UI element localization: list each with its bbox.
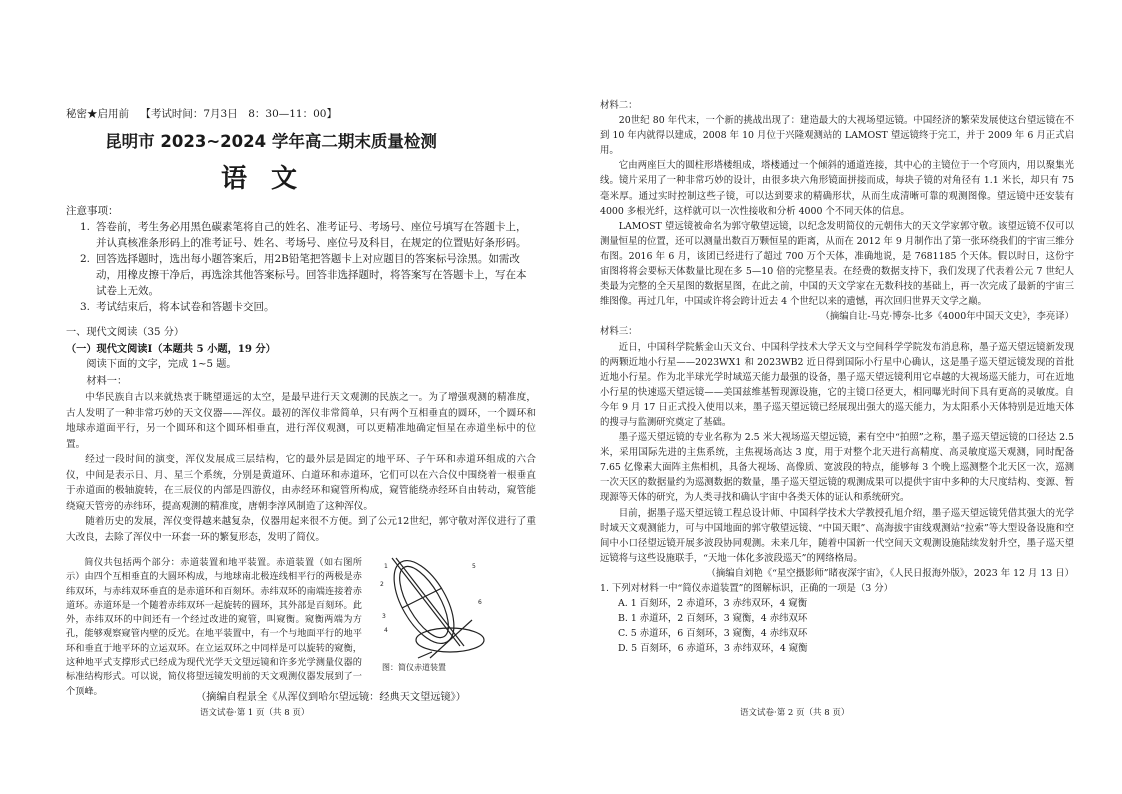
subject-title: 语文 [220, 164, 321, 194]
material1-paragraph: 中华民族自古以来就热衷于眺望遥远的太空，是最早进行天文观测的民族之一。为了增强观测的精准度，古人发明了一种非常巧妙的天文仪器——浑仪。最初的浑仪非常简单，只有两个互相垂直的圆环，一个圆环和地球赤道面平行，另一个圆环和这个圆环相垂直，进行浑仪观测，可以更精准地确定恒星在赤道坐标中的位置。 [66, 392, 536, 450]
svg-text:2: 2 [380, 581, 384, 588]
notice-block [66, 203, 536, 315]
subpart-heading: （一）现代文阅读Ⅰ（本题共 5 小题，19 分） [66, 343, 276, 356]
material1-figure-paragraph [66, 556, 362, 699]
material1-paragraph: 简仪共包括两个部分：赤道装置和地平装置。赤道装置（如右图所示）由四个互相垂直的大圆环构成，与地球南北极连线相平行的两极是赤纬双环，与赤纬双环垂直的是赤道环和百刻环。赤纬双环的南端连接着赤道环。赤道环是一个随着赤纬双环一起旋转的圆环，其外部是百刻环。此外，赤纬双环的中间还有一个经过改进的窥管，叫窥衡。窥衡两端为方孔，能够观察窥管内壁的反光。在地平装置中，有一个与地面平行的地平环和垂直于地平环的立运双环。在立运双环之中同样是可以旋转的窥衡，这种地平式支撑形式已经成为现代光学天文望远镜和许多光学测量仪器的标准结构形式。可以说，简仪将望远镜发明前的天文观测仪器发展到了一个顶峰。 [66, 557, 362, 697]
right-page-content [600, 98, 1074, 656]
material2-label: 材料二： [600, 100, 638, 111]
material2-citation: （摘编自让-马克·博奈-比多《4000年中国天文史》，李亮译） [820, 311, 1074, 323]
svg-text:5: 5 [472, 563, 476, 570]
svg-text:6: 6 [478, 599, 482, 606]
material3-citation: （摘编自刘艳《“星空摄影师”睹夜深宇宙》，《人民日报海外版》，2023 年 12 月 13 日） [706, 567, 1074, 579]
notice-item-text: 考试结束后，将本试卷和答题卡交回。 [96, 301, 275, 313]
material2-paragraph: 它由两座巨大的圆柱形塔楼组成，塔楼通过一个倾斜的通道连接，其中心的主镜位于一个穹顶内，用以聚集光线。镜片采用了一种非常巧妙的设计，由很多块六角形镜面拼接而成，每块子镜的对角径有 1.1 米长，却只有 75 毫米厚。通过实时控制这些子镜，可以达到要求的精确形状，从而生成清晰可靠的观测图像。望远镜中还安装有 4000 多根光纤，这样就可以一次性接收和分析 4000 个不同天体的信息。 [600, 160, 1074, 217]
answer-option: D. 5 百刻环，6 赤道环，3 赤纬双环，4 窥衡 [618, 643, 808, 655]
figure-caption: 图：简仪赤道装置 [382, 663, 446, 672]
answer-option: B. 1 赤道环，2 百刻环，3 窥衡，4 赤纬双环 [618, 613, 808, 625]
material1-paragraph: 随着历史的发展，浑仪变得越来越复杂，仪器用起来很不方便。到了公元12世纪，郭守敬对浑仪进行了重大改良，去除了浑仪中一环套一环的繁复形态，发明了简仪。 [66, 516, 536, 543]
question1-stem: 1. 下列对材料一中“简仪赤道装置”的图解标识，正确的一项是（3 分） [600, 583, 893, 594]
notice-item [80, 251, 536, 299]
material1-citation: （摘编自程景全《从浑仪到哈尔望远镜：经典天文望远镜》） [196, 692, 466, 703]
page-footer-left: 语文试卷·第 1 页（共 8 页） [200, 708, 310, 718]
notice-item-text: 回答选择题时，选出每小题答案后，用2B铅笔把答题卡上对应题目的答案标号涂黑。如需改动，用橡皮擦干净后，再选涂其他答案标号。回答非选择题时，将答案写在答题卡上，写在本试卷上无效。 [96, 253, 527, 297]
material3-label: 材料三： [600, 326, 638, 338]
material3-paragraph: 目前，据墨子巡天望远镜工程总设计师、中国科学技术大学教授孔旭介绍，墨子巡天望远镜凭借其强大的光学时域天文观测能力，可与中国地面的郭守敬望远镜、“中国天眼”、高海拔宇宙线观测站“拉索”等大型设备设施和空间中小口径望远镜开展多波段协同观测。未来几年，随着中国新一代空间天文观测设施陆续发射升空，墨子巡天望远镜将与这些设施联手，“天地一体化多波段巡天”的网络格局。 [600, 507, 1074, 564]
svg-text:4: 4 [384, 627, 388, 634]
exam-title: 昆明市 2023~2024 学年高二期末质量检测 [105, 132, 437, 151]
notice-item-number: 3. [80, 301, 91, 313]
exam-header-line [66, 106, 337, 121]
material2-paragraph: 20世纪 80 年代末，一个新的挑战出现了：建造最大的大视场望远镜。中国经济的繁荣发展使这台望远镜在不到 10 年内就得以建成，2008 年 10 月位于兴隆观测站的 LAMOST 望远镜终于完工，并于 2009 年 6 月正式启用。 [600, 115, 1074, 157]
page-footer-right: 语文试卷·第 2 页（共 8 页） [740, 708, 850, 718]
material1-label: 材料一： [86, 375, 128, 387]
svg-text:3: 3 [382, 613, 386, 620]
notice-item [80, 299, 536, 315]
svg-text:1: 1 [384, 563, 388, 570]
armillary-figure [372, 548, 490, 668]
notice-item-number: 2. [80, 253, 91, 265]
instruction-text: 阅读下面的文字，完成 1~5 题。 [86, 359, 237, 371]
exam-time: 【考试时间：7月3日 8：30—11：00】 [140, 108, 337, 120]
material1-body [66, 390, 536, 545]
reading-section-header [66, 325, 536, 390]
answer-option: C. 5 赤道环，6 百刻环，3 窥衡，4 赤纬双环 [618, 628, 808, 640]
material3-paragraph: 墨子巡天望远镜的专业名称为 2.5 米大视场巡天望远镜，素有空中“拍照”之称，墨子巡天望远镜的口径达 2.5 米，采用国际先进的主焦系统，主焦视场高达 3 度，用于对整个北天进行高精度、高灵敏度巡天观测，同时配备 7.65 亿像素大面阵主焦相机，具备大视场、高像质、宽波段的特点，能够每 3 个晚上巡测整个北天区一次，巡测一次天区的数据量约为巡测数据的数量，墨子巡天望远镜的观测成果可以提供宇宙中多种的大尺度结构、变源、暂现源等天体的研究，为人类寻找和确认宇宙中各类天体的证认和系统研究。 [600, 432, 1074, 504]
notice-item-text: 答卷前，考生务必用黑色碳素笔将自己的姓名、准考证号、考场号、座位号填写在答题卡上，并认真核准条形码上的准考证号、姓名、考场号、座位号及科目，在规定的位置贴好条形码。 [96, 221, 527, 249]
secret-label: 秘密★启用前 [66, 108, 129, 120]
material1-paragraph: 经过一段时间的演变，浑仪发展成三层结构，它的最外层是固定的地平环、子午环和赤道环组成的六合仪，中间是表示日、月、星三个系统，分别是黄道环、白道环和赤道环，它们可以在六合仪中围绕着一根垂直于赤道面的极轴旋转，在三辰仪的内部是四游仪，由赤经环和窥管所构成，窥管能绕赤经环自由转动，窥管能绕窥天管旁的赤纬环，提高观测的精准度，唐朝李淳风制造了这种浑仪。 [66, 454, 536, 512]
notice-item-number: 1. [80, 221, 91, 233]
material3-paragraph: 近日，中国科学院紫金山天文台、中国科学技术大学天文与空间科学学院发布消息称，墨子巡天望远镜新发现的两颗近地小行星——2023WX1 和 2023WB2 近日得到国际小行星中心确认，这是墨子巡天望远镜发现的首批近地小行星。作为北半球光学时域巡天能力最强的设备，墨子巡天望远镜利用它卓越的大视场巡天能力，可在近地小行星的快速巡天望远镜——美国兹维基暂现源设施，它的主镜口径更大，相同曝光时间下具有更高的灵敏度。自今年 9 月 17 日正式投入使用以来，墨子巡天望远镜已经展现出强大的巡天能力，为太阳系小天体特别是近地天体的搜寻与监测研究奠定了基础。 [600, 341, 1074, 428]
material2-paragraph: LAMOST 望远镜被命名为郭守敬望远镜，以纪念发明简仪的元朝伟大的天文学家郭守敬。该望远镜不仅可以测量恒星的位置，还可以测量出数百万颗恒星的距离，从而在 2012 年 9 月制作出了第一张环绕我们的宇宙三维分布图。2016 年 6 月，该团已经进行了超过 700 万个天体，准确地说，是 7681185 个天体。假以时日，这份宇宙图将将会要标天体数量比现在多 5—10 倍的完整星表。在经费的数据支持下，我们发现了代表着公元 7 世纪人类最为完整的全天星图的数据星图，在此之前，中国的天文学家在无数科技的基础上，再一次完成了最新的宇宙三维图像。再过几年，中国或许将会跨计近去 4 个世纪以来的遗憾，再次回归世界天文学之巅。 [600, 220, 1074, 308]
part-heading: 一、现代文阅读（35 分） [66, 327, 185, 338]
notice-heading: 注意事项： [66, 205, 119, 217]
notice-item [80, 219, 536, 251]
answer-option: A. 1 百刻环，2 赤道环，3 赤纬双环，4 窥衡 [618, 598, 808, 610]
